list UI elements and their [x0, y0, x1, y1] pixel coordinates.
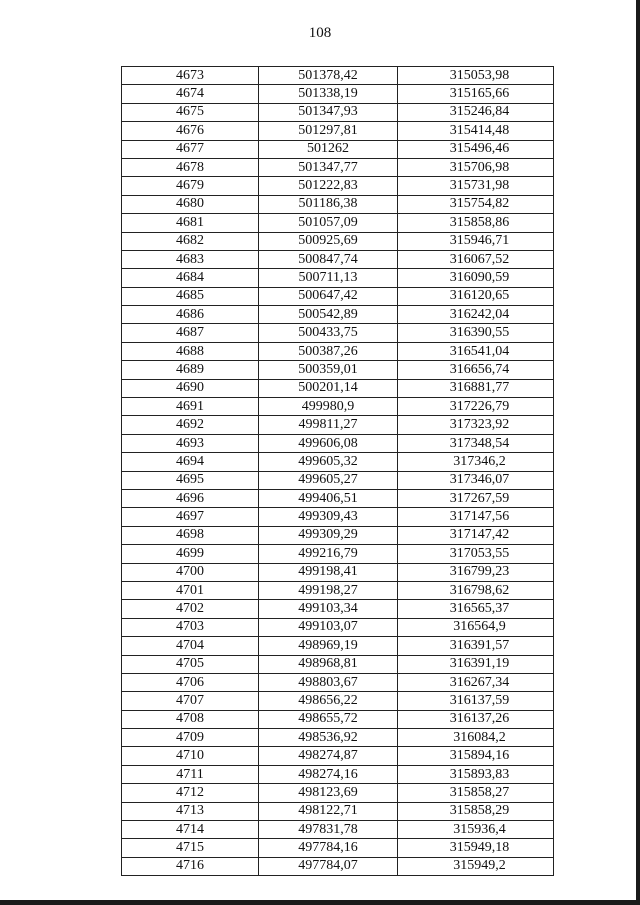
cell-y-coordinate: 315246,84: [398, 103, 554, 121]
cell-point-number: 4716: [122, 857, 259, 875]
table-row: [122, 287, 554, 305]
cell-x-coordinate: 501222,83: [259, 177, 398, 195]
table-row: [122, 692, 554, 710]
cell-point-number: 4700: [122, 563, 259, 581]
cell-x-coordinate: 498803,67: [259, 673, 398, 691]
cell-x-coordinate: 500359,01: [259, 361, 398, 379]
cell-y-coordinate: 316391,57: [398, 637, 554, 655]
table-row: [122, 581, 554, 599]
table-row: [122, 563, 554, 581]
cell-x-coordinate: 498968,81: [259, 655, 398, 673]
cell-y-coordinate: 315858,86: [398, 214, 554, 232]
cell-x-coordinate: 500711,13: [259, 269, 398, 287]
cell-y-coordinate: 315858,27: [398, 784, 554, 802]
table-row: [122, 324, 554, 342]
cell-point-number: 4692: [122, 416, 259, 434]
cell-y-coordinate: 316242,04: [398, 306, 554, 324]
table-row: [122, 784, 554, 802]
cell-point-number: 4688: [122, 342, 259, 360]
cell-point-number: 4699: [122, 545, 259, 563]
cell-point-number: 4685: [122, 287, 259, 305]
cell-point-number: 4714: [122, 821, 259, 839]
table-row: [122, 839, 554, 857]
cell-point-number: 4698: [122, 526, 259, 544]
cell-x-coordinate: 497784,07: [259, 857, 398, 875]
cell-point-number: 4689: [122, 361, 259, 379]
cell-x-coordinate: 498123,69: [259, 784, 398, 802]
table-row: [122, 342, 554, 360]
cell-x-coordinate: 499309,29: [259, 526, 398, 544]
cell-point-number: 4697: [122, 508, 259, 526]
table-row: [122, 103, 554, 121]
table-row: [122, 655, 554, 673]
cell-y-coordinate: 315731,98: [398, 177, 554, 195]
table-row: [122, 802, 554, 820]
cell-point-number: 4715: [122, 839, 259, 857]
table-row: [122, 232, 554, 250]
cell-point-number: 4707: [122, 692, 259, 710]
coordinates-table-body: [122, 67, 554, 876]
table-row: [122, 85, 554, 103]
cell-x-coordinate: 501297,81: [259, 122, 398, 140]
cell-x-coordinate: 500925,69: [259, 232, 398, 250]
cell-point-number: 4683: [122, 250, 259, 268]
cell-x-coordinate: 499605,32: [259, 453, 398, 471]
cell-point-number: 4709: [122, 729, 259, 747]
table-row: [122, 379, 554, 397]
cell-x-coordinate: 498274,16: [259, 765, 398, 783]
cell-x-coordinate: 499309,43: [259, 508, 398, 526]
cell-point-number: 4675: [122, 103, 259, 121]
cell-point-number: 4691: [122, 398, 259, 416]
cell-x-coordinate: 498655,72: [259, 710, 398, 728]
table-row: [122, 526, 554, 544]
cell-y-coordinate: 315754,82: [398, 195, 554, 213]
scan-edge-right: [636, 0, 640, 905]
cell-x-coordinate: 500387,26: [259, 342, 398, 360]
cell-x-coordinate: 499103,07: [259, 618, 398, 636]
cell-y-coordinate: 316565,37: [398, 600, 554, 618]
cell-x-coordinate: 501057,09: [259, 214, 398, 232]
cell-point-number: 4684: [122, 269, 259, 287]
table-row: [122, 857, 554, 875]
cell-x-coordinate: 499606,08: [259, 434, 398, 452]
cell-point-number: 4676: [122, 122, 259, 140]
cell-y-coordinate: 317053,55: [398, 545, 554, 563]
cell-y-coordinate: 316090,59: [398, 269, 554, 287]
cell-y-coordinate: 316137,26: [398, 710, 554, 728]
table-row: [122, 269, 554, 287]
cell-y-coordinate: 315053,98: [398, 67, 554, 85]
cell-x-coordinate: 498122,71: [259, 802, 398, 820]
cell-point-number: 4711: [122, 765, 259, 783]
cell-x-coordinate: 499198,41: [259, 563, 398, 581]
cell-y-coordinate: 315894,16: [398, 747, 554, 765]
table-row: [122, 471, 554, 489]
cell-y-coordinate: 316564,9: [398, 618, 554, 636]
cell-y-coordinate: 315706,98: [398, 158, 554, 176]
table-row: [122, 195, 554, 213]
cell-point-number: 4679: [122, 177, 259, 195]
cell-point-number: 4687: [122, 324, 259, 342]
cell-y-coordinate: 316798,62: [398, 581, 554, 599]
table-row: [122, 140, 554, 158]
table-row: [122, 710, 554, 728]
cell-point-number: 4705: [122, 655, 259, 673]
cell-point-number: 4701: [122, 581, 259, 599]
cell-x-coordinate: 498536,92: [259, 729, 398, 747]
table-row: [122, 765, 554, 783]
table-row: [122, 434, 554, 452]
table-row: [122, 122, 554, 140]
cell-point-number: 4696: [122, 489, 259, 507]
cell-x-coordinate: 499198,27: [259, 581, 398, 599]
table-row: [122, 545, 554, 563]
cell-x-coordinate: 501186,38: [259, 195, 398, 213]
cell-y-coordinate: 315496,46: [398, 140, 554, 158]
cell-point-number: 4686: [122, 306, 259, 324]
table-row: [122, 673, 554, 691]
cell-point-number: 4713: [122, 802, 259, 820]
coordinates-table: [121, 66, 554, 876]
table-row: [122, 416, 554, 434]
cell-point-number: 4681: [122, 214, 259, 232]
cell-point-number: 4694: [122, 453, 259, 471]
cell-y-coordinate: 316120,65: [398, 287, 554, 305]
table-row: [122, 306, 554, 324]
table-row: [122, 398, 554, 416]
cell-y-coordinate: 316084,2: [398, 729, 554, 747]
cell-point-number: 4712: [122, 784, 259, 802]
cell-y-coordinate: 316390,55: [398, 324, 554, 342]
cell-point-number: 4703: [122, 618, 259, 636]
cell-y-coordinate: 317346,07: [398, 471, 554, 489]
cell-x-coordinate: 501338,19: [259, 85, 398, 103]
cell-point-number: 4704: [122, 637, 259, 655]
page-number: 108: [308, 25, 332, 41]
cell-y-coordinate: 316267,34: [398, 673, 554, 691]
cell-x-coordinate: 500647,42: [259, 287, 398, 305]
cell-x-coordinate: 499605,27: [259, 471, 398, 489]
table-row: [122, 618, 554, 636]
cell-y-coordinate: 316541,04: [398, 342, 554, 360]
cell-x-coordinate: 501347,77: [259, 158, 398, 176]
table-row: [122, 67, 554, 85]
cell-y-coordinate: 316881,77: [398, 379, 554, 397]
table-row: [122, 729, 554, 747]
cell-y-coordinate: 317323,92: [398, 416, 554, 434]
cell-point-number: 4682: [122, 232, 259, 250]
cell-point-number: 4693: [122, 434, 259, 452]
cell-x-coordinate: 498274,87: [259, 747, 398, 765]
cell-y-coordinate: 317348,54: [398, 434, 554, 452]
cell-y-coordinate: 317346,2: [398, 453, 554, 471]
cell-y-coordinate: 316137,59: [398, 692, 554, 710]
cell-y-coordinate: 315858,29: [398, 802, 554, 820]
cell-x-coordinate: 501262: [259, 140, 398, 158]
table-row: [122, 158, 554, 176]
table-row: [122, 637, 554, 655]
cell-x-coordinate: 500847,74: [259, 250, 398, 268]
table-row: [122, 489, 554, 507]
cell-y-coordinate: 317147,42: [398, 526, 554, 544]
table-row: [122, 453, 554, 471]
cell-point-number: 4677: [122, 140, 259, 158]
cell-point-number: 4702: [122, 600, 259, 618]
cell-x-coordinate: 500201,14: [259, 379, 398, 397]
table-row: [122, 250, 554, 268]
cell-y-coordinate: 316656,74: [398, 361, 554, 379]
cell-y-coordinate: 315949,18: [398, 839, 554, 857]
cell-y-coordinate: 317226,79: [398, 398, 554, 416]
cell-x-coordinate: 499216,79: [259, 545, 398, 563]
cell-y-coordinate: 315414,48: [398, 122, 554, 140]
cell-x-coordinate: 500433,75: [259, 324, 398, 342]
table-row: [122, 821, 554, 839]
cell-x-coordinate: 499406,51: [259, 489, 398, 507]
cell-x-coordinate: 498969,19: [259, 637, 398, 655]
cell-y-coordinate: 316391,19: [398, 655, 554, 673]
cell-x-coordinate: 499980,9: [259, 398, 398, 416]
scan-edge-bottom: [0, 900, 640, 905]
cell-y-coordinate: 315165,66: [398, 85, 554, 103]
cell-x-coordinate: 497784,16: [259, 839, 398, 857]
cell-point-number: 4680: [122, 195, 259, 213]
cell-y-coordinate: 317147,56: [398, 508, 554, 526]
cell-y-coordinate: 317267,59: [398, 489, 554, 507]
cell-y-coordinate: 315949,2: [398, 857, 554, 875]
cell-point-number: 4678: [122, 158, 259, 176]
cell-x-coordinate: 499811,27: [259, 416, 398, 434]
cell-x-coordinate: 500542,89: [259, 306, 398, 324]
table-row: [122, 214, 554, 232]
cell-x-coordinate: 499103,34: [259, 600, 398, 618]
cell-y-coordinate: 315893,83: [398, 765, 554, 783]
table-row: [122, 600, 554, 618]
cell-point-number: 4673: [122, 67, 259, 85]
cell-point-number: 4690: [122, 379, 259, 397]
cell-x-coordinate: 497831,78: [259, 821, 398, 839]
cell-y-coordinate: 315936,4: [398, 821, 554, 839]
table-row: [122, 361, 554, 379]
cell-x-coordinate: 501378,42: [259, 67, 398, 85]
cell-y-coordinate: 316067,52: [398, 250, 554, 268]
cell-point-number: 4706: [122, 673, 259, 691]
table-row: [122, 177, 554, 195]
table-row: [122, 747, 554, 765]
cell-point-number: 4695: [122, 471, 259, 489]
cell-x-coordinate: 501347,93: [259, 103, 398, 121]
cell-y-coordinate: 316799,23: [398, 563, 554, 581]
table-row: [122, 508, 554, 526]
cell-y-coordinate: 315946,71: [398, 232, 554, 250]
cell-point-number: 4674: [122, 85, 259, 103]
cell-point-number: 4708: [122, 710, 259, 728]
cell-x-coordinate: 498656,22: [259, 692, 398, 710]
cell-point-number: 4710: [122, 747, 259, 765]
